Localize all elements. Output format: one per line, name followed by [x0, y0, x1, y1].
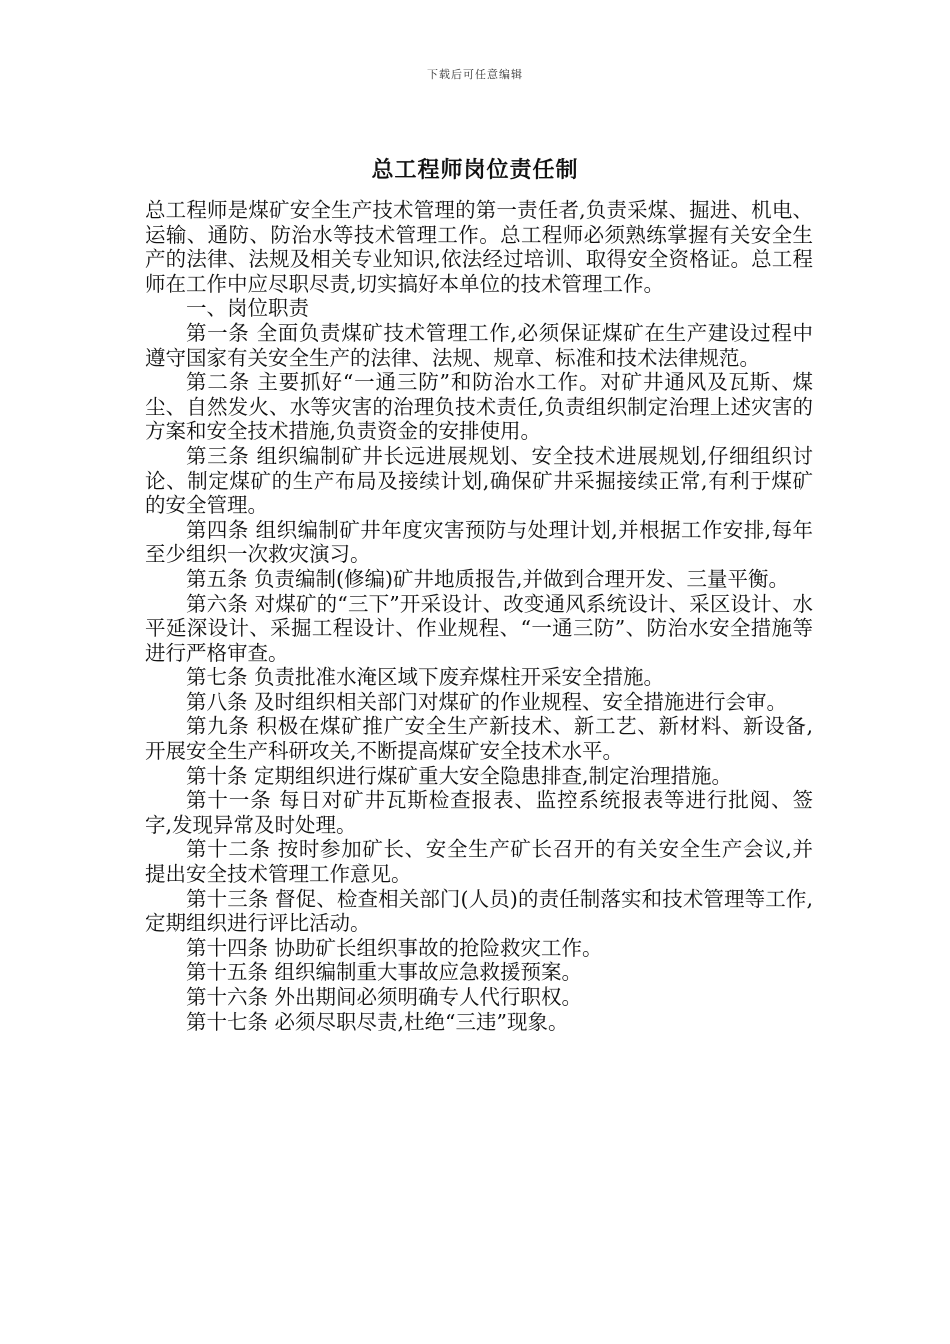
article-12: 第十二条 按时参加矿长、安全生产矿长召开的有关安全生产会议,并提出安全技术管理工作意见。 — [145, 837, 813, 887]
article-1: 第一条 全面负责煤矿技术管理工作,必须保证煤矿在生产建设过程中遵守国家有关安全生产的法律、法规、规章、标准和技术法律规范。 — [145, 320, 813, 370]
section-heading: 一、岗位职责 — [186, 296, 309, 321]
article-14: 第十四条 协助矿长组织事故的抢险救灾工作。 — [186, 935, 603, 960]
article-9: 第九条 积极在煤矿推广安全生产新技术、新工艺、新材料、新设备,开展安全生产科研攻关,不断提高煤矿安全技术水平。 — [145, 714, 813, 764]
article-16: 第十六条 外出期间必须明确专人代行职权。 — [186, 985, 583, 1009]
page-header-note: 下载后可任意编辑 — [427, 68, 523, 81]
article-6: 第六条 对煤矿的“三下”开采设计、改变通风系统设计、采区设计、水平延深设计、采掘工程设计、作业规程、“一通三防”、防治水安全措施等进行严格审查。 — [145, 591, 813, 665]
document-body — [145, 198, 813, 1034]
document-title: 总工程师岗位责任制 — [371, 158, 579, 183]
article-7: 第七条 负责批准水淹区域下废弃煤柱开采安全措施。 — [186, 665, 665, 690]
article-2: 第二条 主要抓好“一通三防”和防治水工作。对矿井通风及瓦斯、煤尘、自然发火、水等灾害的治理负技术责任,负责组织制定治理上述灾害的方案和安全技术措施,负责资金的安排使用。 — [145, 370, 813, 444]
article-4: 第四条 组织编制矿井年度灾害预防与处理计划,并根据工作安排,每年至少组织一次救灾演习。 — [145, 517, 813, 567]
intro-paragraph: 总工程师是煤矿安全生产技术管理的第一责任者,负责采煤、掘进、机电、运输、通防、防治水等技术管理工作。总工程师必须熟练掌握有关安全生产的法律、法规及相关专业知识,依法经过培训、取得安全资格证。总工程师在工作中应尽职尽责,切实搞好本单位的技术管理工作。 — [145, 198, 813, 296]
article-5: 第五条 负责编制(修编)矿井地质报告,并做到合理开发、三量平衡。 — [186, 566, 790, 591]
article-13: 第十三条 督促、检查相关部门(人员)的责任制落实和技术管理等工作,定期组织进行评比活动。 — [145, 886, 813, 936]
article-17: 第十七条 必须尽职尽责,杜绝“三违”现象。 — [186, 1009, 569, 1034]
article-15: 第十五条 组织编制重大事故应急救援预案。 — [186, 960, 583, 985]
article-8: 第八条 及时组织相关部门对煤矿的作业规程、安全措施进行会审。 — [186, 689, 788, 714]
article-11: 第十一条 每日对矿井瓦斯检查报表、监控系统报表等进行批阅、签字,发现异常及时处理。 — [145, 788, 813, 837]
article-10: 第十条 定期组织进行煤矿重大安全隐患排查,制定治理措施。 — [186, 763, 733, 788]
article-3: 第三条 组织编制矿井长远进展规划、安全技术进展规划,仔细组织讨论、制定煤矿的生产布局及接续计划,确保矿井采掘接续正常,有利于煤矿的安全管理。 — [145, 443, 813, 518]
